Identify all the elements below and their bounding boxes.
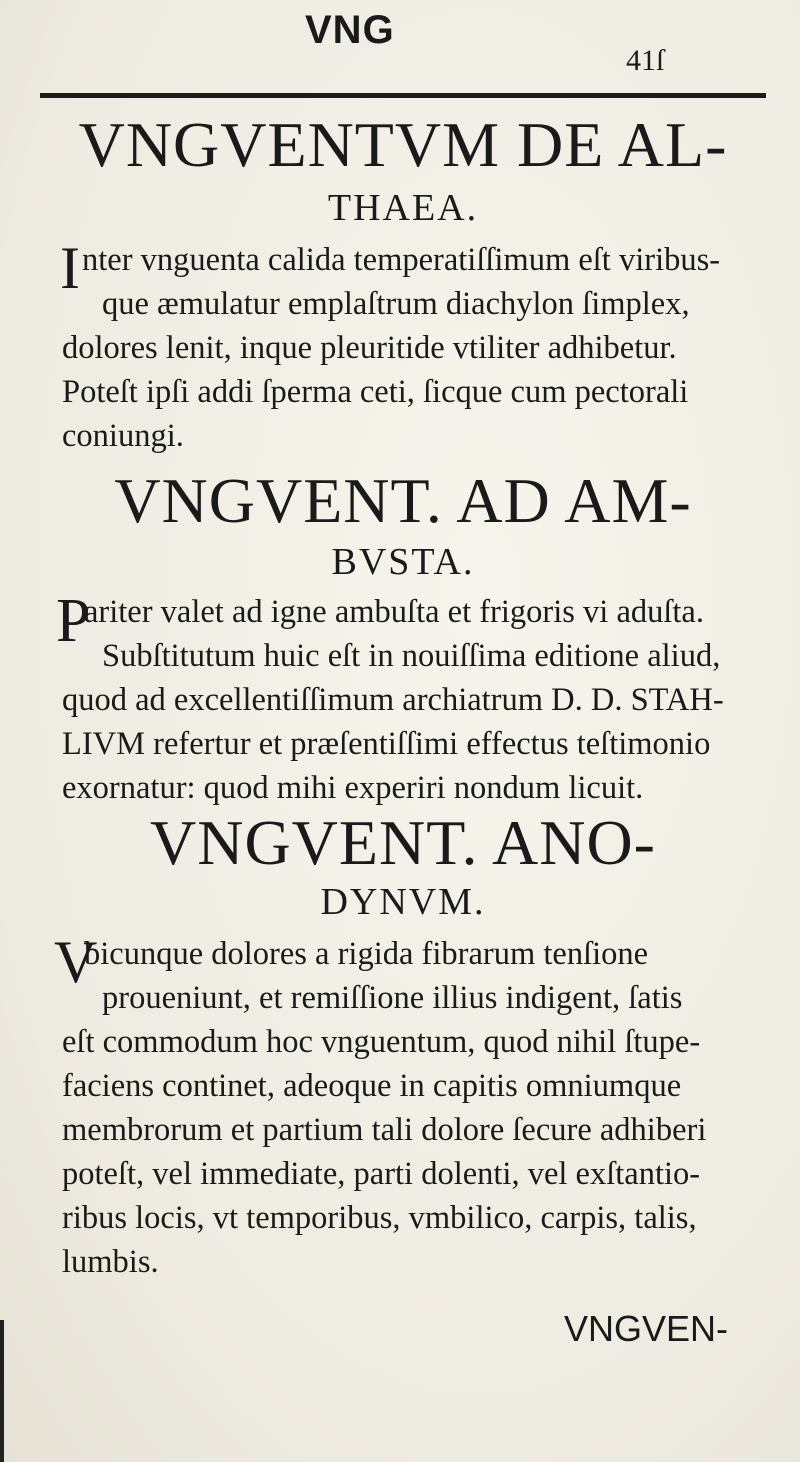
section-1-title: VNGVENTVM DE AL-: [78, 109, 728, 180]
section-3-initial: V: [54, 929, 98, 995]
section-3-title: VNGVENT. ANO-: [150, 807, 656, 878]
section-1-line-4: Poteſt ipſi addi ſperma ceti, ſicque cum pectorali: [62, 374, 689, 410]
running-head-title: VNG: [305, 8, 395, 52]
section-1-line-2: que æmulatur emplaſtrum diachylon ſimplex,: [102, 286, 690, 322]
section-2-line-4: LIVM refertur et præſentiſſimi effectus teſtimonio: [62, 726, 711, 762]
section-2-line-1: ariter valet ad igne ambuſta et frigoris vi aduſta.: [84, 594, 704, 630]
section-3-line-8: lumbis.: [62, 1244, 159, 1280]
section-1-subtitle: THAEA.: [327, 187, 479, 229]
section-3-line-1: bicunque dolores a rigida fibrarum tenſione: [84, 936, 649, 972]
section-1-line-1: nter vnguenta calida temperatiſſimum eſt viribus-: [82, 242, 721, 278]
section-2-title: VNGVENT. AD AM-: [114, 465, 692, 536]
section-2-line-3: quod ad excellentiſſimum archiatrum D. D. STAH-: [62, 682, 724, 718]
section-3-line-7: ribus locis, vt temporibus, vmbilico, carpis, talis,: [62, 1200, 697, 1236]
catchword: VNGVEN-: [564, 1308, 729, 1349]
running-head: [0, 8, 800, 78]
page-edge-shadow: [0, 1320, 4, 1462]
section-2-subtitle: BVSTA.: [331, 541, 475, 583]
section-2-initial: P: [56, 587, 91, 655]
section-2-line-5: exornatur: quod mihi experiri nondum licuit.: [62, 770, 644, 806]
section-1-line-5: coniungi.: [62, 418, 184, 454]
page-number: 41ſ: [626, 44, 665, 77]
section-3-line-6: poteſt, vel immediate, parti dolenti, vel exſtantio-: [62, 1156, 701, 1192]
section-3-line-2: proueniunt, et remiſſione illius indigent, ſatis: [102, 980, 683, 1016]
header-rule: [40, 93, 766, 98]
section-1-paragraph: [60, 235, 772, 458]
section-1-initial: I: [60, 235, 80, 301]
section-3-subtitle: DYNVM.: [320, 881, 486, 923]
section-3-paragraph: [62, 932, 772, 1284]
section-3-line-5: membrorum et partium tali dolore ſecure adhiberi: [62, 1112, 707, 1148]
section-3-line-3: eſt commodum hoc vnguentum, quod nihil ſtupe-: [62, 1024, 701, 1060]
section-2-line-2: Subſtitutum huic eſt in nouiſſima editione aliud,: [102, 638, 721, 674]
section-2-paragraph: [62, 590, 772, 810]
section-3-line-4: faciens continet, adeoque in capitis omniumque: [62, 1068, 682, 1104]
section-1-line-3: dolores lenit, inque pleuritide vtiliter adhibetur.: [62, 330, 677, 366]
